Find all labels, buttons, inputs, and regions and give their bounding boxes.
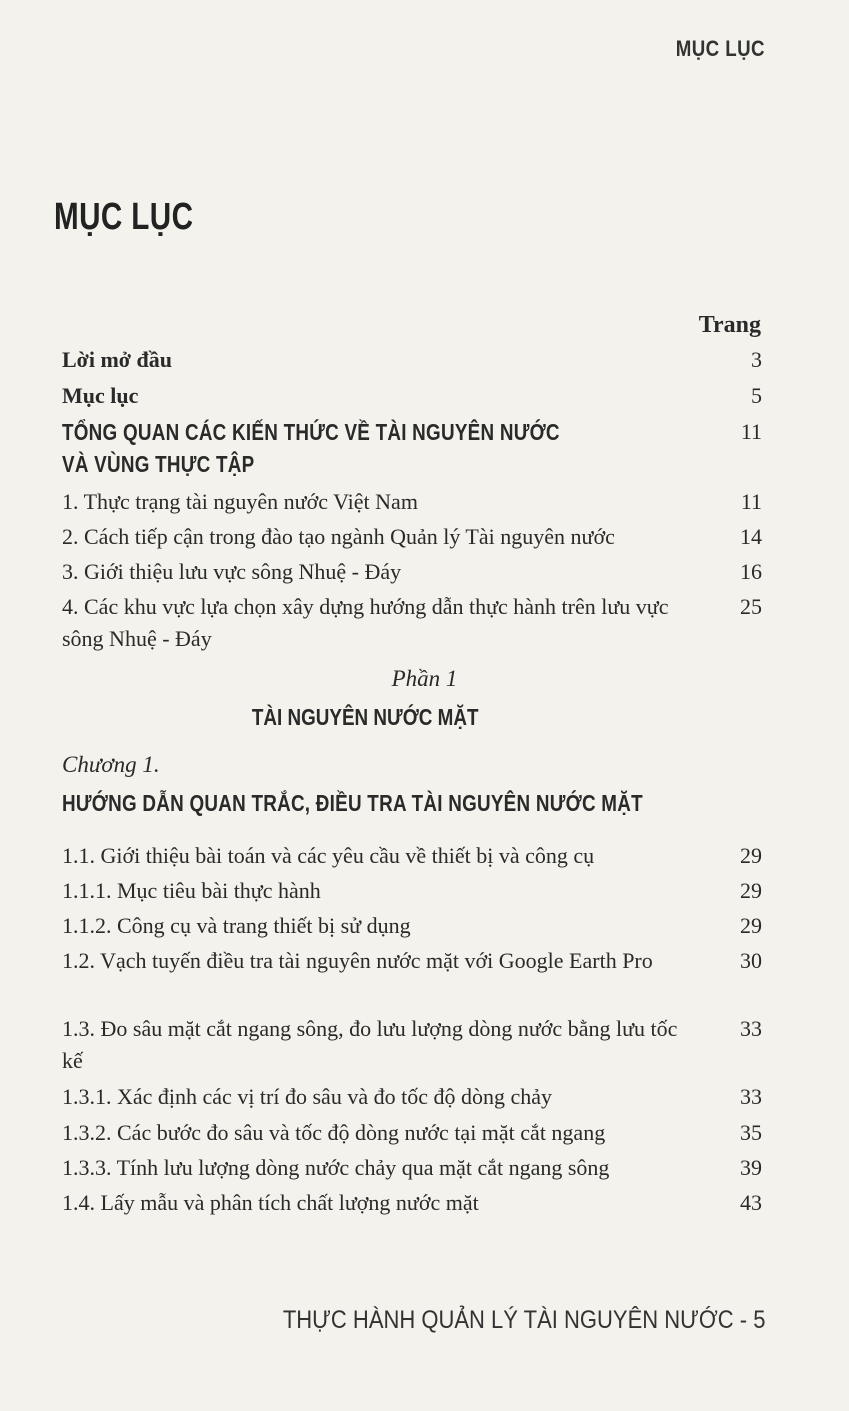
toc-entry-page: 25 — [740, 594, 762, 619]
toc-entry-text: 1.3.1. Xác định các vị trí đo sâu và đo tốc độ dòng chảy — [62, 1084, 552, 1109]
toc-entry — [62, 910, 762, 942]
toc-entry-page: 29 — [740, 843, 762, 868]
toc-entry-page: 39 — [740, 1155, 762, 1180]
toc-entry-text: 1.1.2. Công cụ và trang thiết bị sử dụng — [62, 913, 411, 938]
page-column-label: Trang — [698, 312, 761, 338]
toc-entry-page: 5 — [751, 383, 762, 408]
toc-entry-page: 33 — [740, 1016, 762, 1041]
part-title: TÀI NGUYÊN NƯỚC MẶT — [251, 704, 479, 730]
page-title: MỤC LỤC — [54, 196, 194, 238]
toc-entry-page: 30 — [740, 948, 762, 973]
toc-entry — [62, 1187, 762, 1219]
section-heading-line2: VÀ VÙNG THỰC TẬP — [62, 451, 255, 477]
chapter-label: Chương 1. — [62, 752, 160, 777]
toc-entry — [62, 840, 762, 872]
toc-entry-page: 35 — [740, 1120, 762, 1145]
section-heading-line1: TỔNG QUAN CÁC KIẾN THỨC VỀ TÀI NGUYÊN NƯỚC — [62, 419, 560, 445]
toc-entry-page: 16 — [740, 559, 762, 584]
toc-entry — [62, 1013, 762, 1077]
toc-entry-text: Lời mở đầu — [62, 347, 172, 372]
toc-entry-page: 11 — [740, 489, 762, 514]
toc-entry — [62, 945, 762, 977]
toc-section-overview — [62, 416, 762, 448]
toc-entry-text: 1.3. Đo sâu mặt cắt ngang sông, đo lưu lượng dòng nước bằng lưu tốc kế — [62, 1016, 678, 1073]
toc-entry — [62, 1152, 762, 1184]
toc-entry — [62, 875, 762, 907]
part-label: Phần 1 — [391, 666, 458, 691]
toc-entry — [62, 556, 762, 588]
chapter-title: HƯỚNG DẪN QUAN TRẮC, ĐIỀU TRA TÀI NGUYÊN NƯỚC MẶT — [62, 790, 643, 816]
page-footer: THỰC HÀNH QUẢN LÝ TÀI NGUYÊN NƯỚC - 5 — [282, 1306, 765, 1334]
toc-entry-text: 4. Các khu vực lựa chọn xây dựng hướng dẫn thực hành trên lưu vực sông Nhuệ - Đáy — [62, 594, 669, 651]
toc-entry-contents — [62, 380, 762, 412]
toc-entry-text: 1.2. Vạch tuyến điều tra tài nguyên nước mặt với Google Earth Pro — [62, 948, 653, 973]
toc-entry-page: 14 — [740, 524, 762, 549]
running-header: MỤC LỤC — [675, 36, 765, 61]
toc-entry-text: 1.3.3. Tính lưu lượng dòng nước chảy qua mặt cắt ngang sông — [62, 1155, 610, 1180]
toc-entry-page: 29 — [740, 913, 762, 938]
toc-entry — [62, 486, 762, 518]
toc-entry-text: 3. Giới thiệu lưu vực sông Nhuệ - Đáy — [62, 559, 402, 584]
toc-entry-page: 29 — [740, 878, 762, 903]
toc-entry — [62, 591, 762, 655]
toc-entry-text: 1.1. Giới thiệu bài toán và các yêu cầu về thiết bị và công cụ — [62, 843, 595, 868]
toc-entry-text: 2. Cách tiếp cận trong đào tạo ngành Quản lý Tài nguyên nước — [62, 524, 615, 549]
toc-entry-page: 33 — [740, 1084, 762, 1109]
toc-entry — [62, 1117, 762, 1149]
toc-entry-text: 1.4. Lấy mẫu và phân tích chất lượng nước mặt — [62, 1190, 479, 1215]
toc-entry-text: Mục lục — [62, 383, 139, 408]
toc-section-overview-line2 — [62, 448, 762, 480]
toc-entry-preface — [62, 344, 762, 376]
toc-entry-page: 43 — [740, 1190, 762, 1215]
toc-entry-page: 11 — [740, 419, 762, 444]
toc-entry-text: 1.3.2. Các bước đo sâu và tốc độ dòng nước tại mặt cắt ngang — [62, 1120, 606, 1145]
toc-entry — [62, 521, 762, 553]
toc-entry-text: 1. Thực trạng tài nguyên nước Việt Nam — [62, 489, 418, 514]
part-title-wrap — [0, 704, 730, 731]
toc-entry — [62, 1081, 762, 1113]
toc-entry-text: 1.1.1. Mục tiêu bài thực hành — [62, 878, 321, 903]
toc-entry-page: 3 — [751, 347, 762, 372]
